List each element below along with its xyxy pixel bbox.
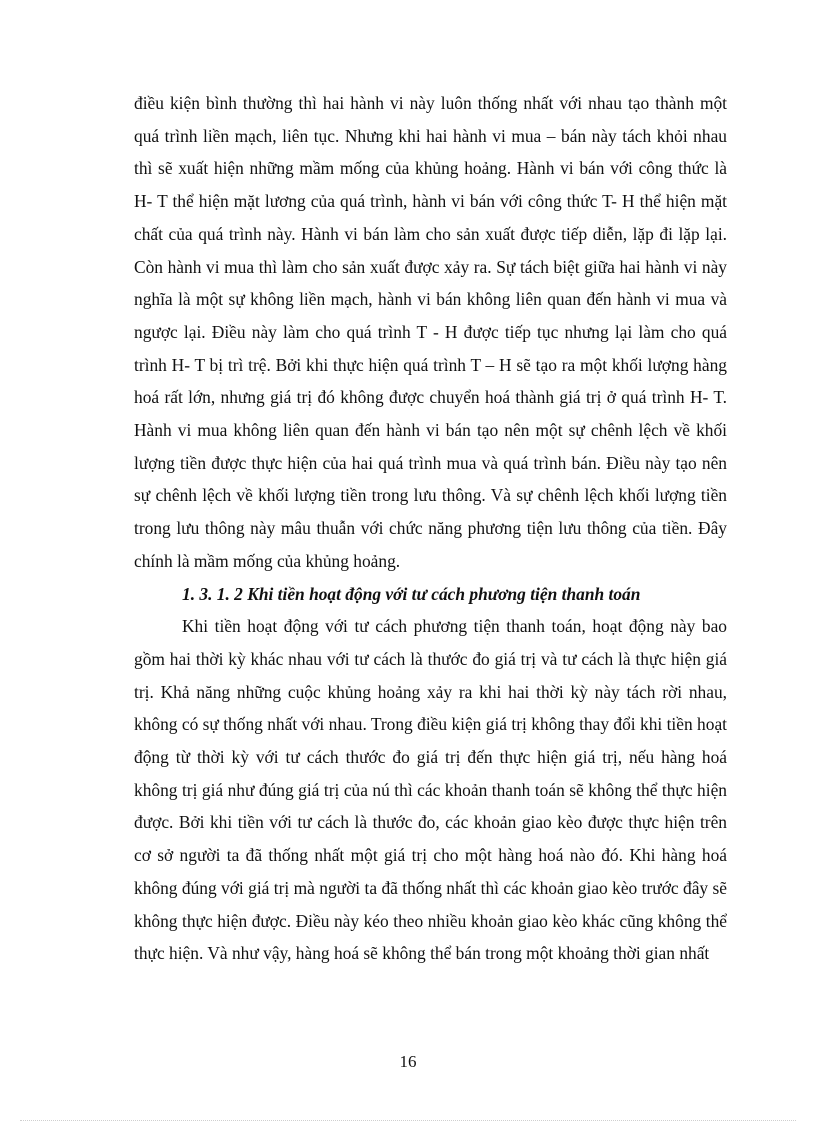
paragraph-payment: Khi tiền hoạt động với tư cách phương tiện thanh toán, hoạt động này bao gồm hai thời kỳ khác nhau với tư cách là thước đo giá trị và tư cách là thực hiện giá trị. Khả năng những cuộc khủng hoảng xảy ra khi hai thời kỳ này tách rời nhau, không có sự thống nhất với nhau. Trong điều kiện giá trị không thay đổi khi tiền hoạt động từ thời kỳ với tư cách thước đo giá trị đến thực hiện giá trị, nếu hàng hoá không trị giá như đúng giá trị của nú thì các khoản thanh toán sẽ không thể thực hiện được. Bởi khi tiền với tư cách là thước đo, các khoản giao kèo được thực hiện trên cơ sở người ta đã thống nhất một giá trị cho một hàng hoá nào đó. Khi hàng hoá không đúng với giá trị mà người ta đã thống nhất thì các khoản giao kèo trước đây sẽ không thực hiện được. Điều này kéo theo nhiều khoản giao kèo khác cũng không thể thực hiện. Và như vậy, hàng hoá sẽ không thể bán trong một khoảng thời gian nhất [134,616,727,964]
page-number: 16 [399,1052,417,1071]
paragraph-continued: điều kiện bình thường thì hai hành vi này luôn thống nhất với nhau tạo thành một quá trình liền mạch, liên tục. Nhưng khi hai hành vi mua – bán này tách khỏi nhau thì sẽ xuất hiện những mầm mống của khủng hoảng. Hành vi bán với công thức là H- T thể hiện mặt lương của quá trình, hành vi bán với công thức T- H thể hiện mặt chất của quá trình này. Hành vi bán làm cho sản xuất được tiếp diễn, lặp đi lặp lại. Còn hành vi mua thì làm cho sản xuất được xảy ra. Sự tách biệt giữa hai hành vi này nghĩa là một sự không liền mạch, hành vi bán không liên quan đến hành vi mua và ngược lại. Điều này làm cho quá trình T - H được tiếp tục nhưng lại làm cho quá trình H- T bị trì trệ. Bởi khi thực hiện quá trình T – H sẽ tạo ra một khối lượng hàng hoá rất lớn, nhưng giá trị đó không được chuyển hoá thành giá trị ở quá trình H- T. Hành vi mua không liên quan đến hành vi bán tạo nên một sự chênh lệch về khối lượng tiền được thực hiện của hai quá trình mua và quá trình bán. Điều này tạo nên sự chênh lệch về khối lượng tiền trong lưu thông. Và sự chênh lệch khối lượng tiền trong lưu thông này mâu thuẫn với chức năng phương tiện lưu thông của tiền. Đây chính là mầm mống của khủng hoảng. [134,93,727,571]
page-bottom-divider [20,1120,796,1121]
body-text [134,87,727,970]
section-heading: 1. 3. 1. 2 Khi tiền hoạt động với tư cách phương tiện thanh toán [182,583,641,604]
